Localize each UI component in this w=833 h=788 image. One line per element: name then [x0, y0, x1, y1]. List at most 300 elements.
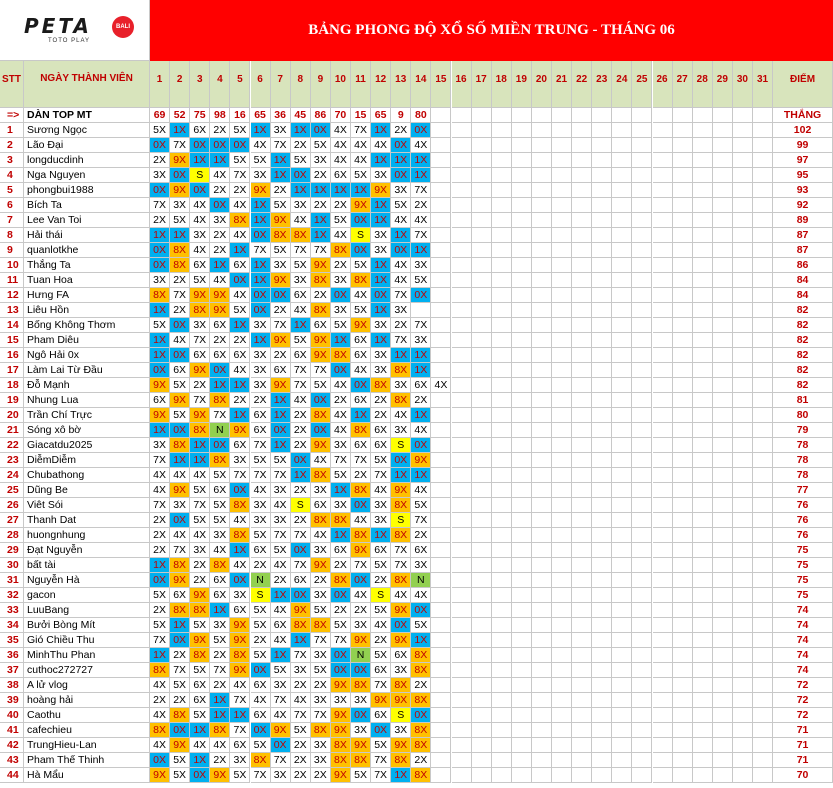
row-day-cell	[452, 423, 472, 438]
row-day-cell: 9X	[331, 678, 351, 693]
row-day-cell	[632, 738, 652, 753]
row-score: 99	[773, 138, 833, 153]
row-day-cell: 5X	[150, 318, 170, 333]
row-day-cell	[653, 498, 673, 513]
row-day-cell: 3X	[351, 723, 371, 738]
row-day-cell: 4X	[311, 528, 331, 543]
row-day-cell	[572, 318, 592, 333]
row-day-cell: 0X	[351, 243, 371, 258]
row-day-cell	[452, 483, 472, 498]
row-day-cell	[492, 528, 512, 543]
row-day-cell: 5X	[371, 738, 391, 753]
row-day-cell	[452, 408, 472, 423]
row-day-cell	[552, 303, 572, 318]
row-day-cell: 5X	[170, 768, 190, 783]
row-day-cell: 1X	[371, 528, 391, 543]
row-day-cell	[411, 303, 431, 318]
row-day-cell	[431, 183, 451, 198]
row-day-cell	[713, 453, 733, 468]
row-day-cell	[612, 588, 632, 603]
row-day-cell	[673, 453, 693, 468]
row-day-cell: 5X	[251, 603, 271, 618]
row-day-cell	[693, 738, 713, 753]
row-day-cell	[733, 378, 753, 393]
row-day-cell: 8X	[190, 423, 210, 438]
row-day-cell	[693, 768, 713, 783]
row-day-cell	[612, 468, 632, 483]
row-score: 74	[773, 618, 833, 633]
row-day-cell: 5X	[210, 633, 230, 648]
header-day-27: 27	[673, 61, 693, 108]
row-day-cell	[472, 573, 492, 588]
row-day-cell	[612, 123, 632, 138]
row-member-name: Bưởi Bòng Mít	[24, 618, 150, 633]
row-day-cell	[693, 348, 713, 363]
row-day-cell: 3X	[371, 228, 391, 243]
row-day-cell: 7X	[351, 558, 371, 573]
row-member-name: hoàng hải	[24, 693, 150, 708]
row-day-cell: 3X	[251, 513, 271, 528]
row-day-cell: 2X	[291, 738, 311, 753]
row-day-cell	[592, 648, 612, 663]
row-day-cell: 3X	[210, 213, 230, 228]
row-day-cell: 7X	[291, 528, 311, 543]
row-day-cell	[552, 393, 572, 408]
row-stt: 44	[0, 768, 24, 783]
row-day-cell	[532, 288, 552, 303]
row-day-cell	[693, 228, 713, 243]
row-day-cell: 0X	[351, 213, 371, 228]
row-day-cell: 3X	[311, 648, 331, 663]
row-day-cell	[472, 363, 492, 378]
row-day-cell	[673, 423, 693, 438]
row-day-cell	[753, 648, 773, 663]
row-day-cell	[653, 603, 673, 618]
row-day-cell: 9X	[271, 723, 291, 738]
row-day-cell	[431, 723, 451, 738]
row-member-name: Nhung Lua	[24, 393, 150, 408]
row-day-cell	[452, 378, 472, 393]
row-day-cell	[552, 753, 572, 768]
row-day-cell: 0X	[351, 708, 371, 723]
row-day-cell	[532, 708, 552, 723]
top-row-value	[492, 108, 512, 123]
row-day-cell	[632, 753, 652, 768]
row-day-cell: 9X	[271, 333, 291, 348]
row-day-cell	[632, 363, 652, 378]
row-day-cell: 4X	[150, 678, 170, 693]
row-day-cell: 0X	[351, 573, 371, 588]
row-day-cell	[713, 708, 733, 723]
row-day-cell	[693, 333, 713, 348]
row-day-cell: 3X	[371, 513, 391, 528]
row-day-cell: 9X	[170, 573, 190, 588]
row-day-cell	[673, 258, 693, 273]
row-day-cell	[532, 753, 552, 768]
row-day-cell: 5X	[150, 123, 170, 138]
row-day-cell	[713, 543, 733, 558]
row-day-cell: 1X	[251, 213, 271, 228]
row-member-name: Bích Ta	[24, 198, 150, 213]
row-member-name: DiễmDiễm	[24, 453, 150, 468]
row-day-cell	[713, 528, 733, 543]
row-day-cell	[673, 288, 693, 303]
row-day-cell	[492, 183, 512, 198]
header-day-22: 22	[572, 61, 592, 108]
top-row-value	[632, 108, 652, 123]
top-row-value: 75	[190, 108, 210, 123]
header-day-29: 29	[713, 61, 733, 108]
row-day-cell: 8X	[230, 213, 250, 228]
row-member-name: Sóng xô bờ	[24, 423, 150, 438]
row-day-cell: 3X	[411, 258, 431, 273]
row-day-cell	[552, 273, 572, 288]
row-day-cell	[431, 768, 451, 783]
row-day-cell	[431, 438, 451, 453]
row-day-cell: 6X	[251, 678, 271, 693]
row-day-cell: 5X	[190, 618, 210, 633]
row-day-cell	[452, 738, 472, 753]
row-day-cell: 1X	[351, 408, 371, 423]
row-day-cell	[492, 753, 512, 768]
row-day-cell: 6X	[230, 258, 250, 273]
row-day-cell	[572, 378, 592, 393]
row-day-cell	[532, 723, 552, 738]
row-day-cell: 0X	[170, 348, 190, 363]
row-day-cell: 5X	[351, 168, 371, 183]
row-score: 72	[773, 678, 833, 693]
row-day-cell	[431, 408, 451, 423]
row-day-cell: 1X	[331, 333, 351, 348]
row-day-cell: 2X	[150, 543, 170, 558]
row-day-cell	[632, 723, 652, 738]
row-day-cell	[431, 603, 451, 618]
row-day-cell: 7X	[150, 453, 170, 468]
row-day-cell: N	[210, 423, 230, 438]
row-day-cell: 0X	[331, 363, 351, 378]
row-day-cell	[653, 243, 673, 258]
row-day-cell: 0X	[291, 168, 311, 183]
row-day-cell: 9X	[190, 288, 210, 303]
row-day-cell: 2X	[230, 333, 250, 348]
row-day-cell: 4X	[331, 153, 351, 168]
row-day-cell	[632, 528, 652, 543]
row-day-cell	[552, 678, 572, 693]
row-day-cell: 2X	[210, 333, 230, 348]
row-day-cell	[492, 438, 512, 453]
row-day-cell	[532, 738, 552, 753]
row-stt: 42	[0, 738, 24, 753]
row-day-cell: 7X	[371, 753, 391, 768]
row-day-cell: 5X	[230, 153, 250, 168]
row-day-cell	[572, 618, 592, 633]
row-day-cell: 0X	[391, 453, 411, 468]
row-day-cell: 3X	[210, 528, 230, 543]
row-day-cell: 2X	[210, 183, 230, 198]
row-member-name: Chubathong	[24, 468, 150, 483]
top-row-value	[472, 108, 492, 123]
row-day-cell	[612, 333, 632, 348]
row-day-cell: 9X	[170, 393, 190, 408]
row-day-cell: 9X	[351, 543, 371, 558]
row-day-cell	[572, 558, 592, 573]
row-day-cell: 7X	[251, 243, 271, 258]
row-day-cell: 0X	[331, 588, 351, 603]
row-day-cell: 9X	[190, 363, 210, 378]
row-day-cell	[733, 303, 753, 318]
row-day-cell	[653, 483, 673, 498]
row-day-cell	[592, 303, 612, 318]
row-day-cell	[572, 663, 592, 678]
row-day-cell: 2X	[210, 243, 230, 258]
row-day-cell	[532, 438, 552, 453]
row-day-cell: 9X	[190, 408, 210, 423]
top-row-value	[532, 108, 552, 123]
row-day-cell	[572, 438, 592, 453]
row-day-cell: 8X	[331, 348, 351, 363]
row-day-cell	[673, 633, 693, 648]
row-day-cell: 1X	[271, 408, 291, 423]
row-day-cell: 4X	[331, 123, 351, 138]
row-day-cell	[532, 678, 552, 693]
row-day-cell	[592, 348, 612, 363]
row-day-cell	[532, 648, 552, 663]
row-day-cell: 0X	[351, 378, 371, 393]
row-day-cell: 2X	[411, 198, 431, 213]
header-stt: STT	[0, 61, 24, 108]
row-day-cell	[572, 588, 592, 603]
row-day-cell	[472, 633, 492, 648]
row-day-cell	[552, 543, 572, 558]
row-day-cell	[532, 513, 552, 528]
row-day-cell: 8X	[411, 738, 431, 753]
row-day-cell	[693, 288, 713, 303]
row-day-cell: 6X	[391, 648, 411, 663]
row-day-cell	[552, 573, 572, 588]
row-day-cell: 6X	[271, 618, 291, 633]
row-member-name: Thanh Dat	[24, 513, 150, 528]
row-day-cell	[693, 618, 713, 633]
row-day-cell: 1X	[170, 123, 190, 138]
row-day-cell: 7X	[230, 693, 250, 708]
row-day-cell: 7X	[190, 498, 210, 513]
page-title: BẢNG PHONG ĐỘ XỔ SỐ MIỀN TRUNG - THÁNG 06	[150, 0, 833, 61]
row-day-cell	[653, 723, 673, 738]
row-day-cell	[552, 408, 572, 423]
row-day-cell	[431, 708, 451, 723]
row-day-cell	[753, 393, 773, 408]
row-stt: 37	[0, 663, 24, 678]
row-day-cell: 4X	[230, 198, 250, 213]
row-day-cell: 4X	[391, 588, 411, 603]
row-day-cell: 1X	[210, 153, 230, 168]
row-day-cell: 5X	[190, 663, 210, 678]
row-day-cell: 7X	[291, 378, 311, 393]
row-day-cell	[592, 483, 612, 498]
row-day-cell: 2X	[291, 423, 311, 438]
row-day-cell	[653, 153, 673, 168]
row-day-cell	[572, 138, 592, 153]
header-day-21: 21	[552, 61, 572, 108]
row-day-cell	[713, 633, 733, 648]
row-day-cell: 4X	[391, 273, 411, 288]
row-day-cell: 3X	[371, 168, 391, 183]
row-day-cell: 6X	[190, 123, 210, 138]
row-day-cell: 2X	[170, 303, 190, 318]
top-row-value	[512, 108, 532, 123]
row-day-cell	[592, 168, 612, 183]
row-day-cell	[492, 573, 512, 588]
row-day-cell: 1X	[271, 393, 291, 408]
row-day-cell	[693, 423, 713, 438]
row-score: 102	[773, 123, 833, 138]
row-day-cell	[592, 213, 612, 228]
row-day-cell	[693, 153, 713, 168]
row-day-cell: 1X	[230, 708, 250, 723]
row-score: 76	[773, 513, 833, 528]
row-day-cell	[693, 678, 713, 693]
row-day-cell: 0X	[411, 708, 431, 723]
row-score: 87	[773, 228, 833, 243]
row-day-cell	[733, 708, 753, 723]
row-member-name: Nga Nguyen	[24, 168, 150, 183]
row-score: 93	[773, 183, 833, 198]
row-day-cell	[753, 573, 773, 588]
row-member-name: huongnhung	[24, 528, 150, 543]
row-day-cell: 4X	[351, 363, 371, 378]
row-day-cell	[713, 153, 733, 168]
row-day-cell	[753, 423, 773, 438]
row-day-cell	[713, 513, 733, 528]
row-day-cell: 5X	[311, 663, 331, 678]
row-day-cell: 4X	[150, 483, 170, 498]
row-day-cell: 5X	[150, 588, 170, 603]
row-day-cell	[713, 618, 733, 633]
row-day-cell	[552, 333, 572, 348]
row-day-cell	[431, 243, 451, 258]
row-day-cell	[673, 558, 693, 573]
row-day-cell	[532, 258, 552, 273]
row-day-cell: 2X	[190, 378, 210, 393]
header-day-10: 10	[331, 61, 351, 108]
row-day-cell	[552, 528, 572, 543]
header-score: ĐIỂM	[773, 61, 833, 108]
row-day-cell: 0X	[371, 723, 391, 738]
row-score: 78	[773, 438, 833, 453]
row-day-cell	[492, 153, 512, 168]
row-stt: 27	[0, 513, 24, 528]
row-day-cell: 8X	[331, 753, 351, 768]
row-day-cell: 8X	[411, 768, 431, 783]
row-stt: 17	[0, 363, 24, 378]
row-day-cell	[632, 243, 652, 258]
row-day-cell: 0X	[170, 633, 190, 648]
row-day-cell	[653, 738, 673, 753]
row-day-cell: 0X	[150, 138, 170, 153]
row-day-cell: 0X	[411, 603, 431, 618]
row-day-cell: 9X	[150, 768, 170, 783]
row-day-cell	[472, 618, 492, 633]
header-day-2: 2	[170, 61, 190, 108]
row-day-cell	[472, 318, 492, 333]
row-day-cell	[632, 693, 652, 708]
row-day-cell	[753, 738, 773, 753]
row-day-cell	[632, 303, 652, 318]
row-day-cell	[431, 663, 451, 678]
row-day-cell: 0X	[311, 423, 331, 438]
row-day-cell	[492, 333, 512, 348]
row-day-cell	[472, 303, 492, 318]
row-day-cell: 0X	[210, 198, 230, 213]
row-day-cell: 4X	[371, 618, 391, 633]
row-day-cell	[713, 228, 733, 243]
row-day-cell	[532, 333, 552, 348]
row-day-cell	[452, 753, 472, 768]
row-day-cell: 0X	[291, 588, 311, 603]
row-day-cell: 9X	[311, 348, 331, 363]
row-day-cell: 3X	[371, 363, 391, 378]
row-day-cell	[431, 678, 451, 693]
row-day-cell: 0X	[411, 438, 431, 453]
row-day-cell	[532, 393, 552, 408]
row-day-cell: 7X	[371, 678, 391, 693]
row-day-cell: 0X	[170, 723, 190, 738]
row-day-cell: 0X	[331, 648, 351, 663]
row-day-cell	[431, 198, 451, 213]
row-day-cell: 1X	[391, 228, 411, 243]
row-day-cell	[431, 468, 451, 483]
row-day-cell: 1X	[371, 303, 391, 318]
row-day-cell: 4X	[271, 633, 291, 648]
row-day-cell	[452, 288, 472, 303]
row-day-cell: 4X	[351, 588, 371, 603]
row-day-cell	[472, 603, 492, 618]
row-day-cell	[452, 348, 472, 363]
row-day-cell: 6X	[371, 438, 391, 453]
row-day-cell	[572, 573, 592, 588]
row-day-cell	[673, 753, 693, 768]
row-day-cell: 2X	[311, 573, 331, 588]
top-row-value: 86	[311, 108, 331, 123]
row-day-cell	[592, 333, 612, 348]
row-day-cell	[452, 303, 472, 318]
row-day-cell	[452, 258, 472, 273]
row-day-cell: N	[351, 648, 371, 663]
row-day-cell	[452, 678, 472, 693]
row-member-name: Trần Chí Trực	[24, 408, 150, 423]
row-day-cell	[753, 543, 773, 558]
row-day-cell	[673, 303, 693, 318]
row-member-name: LuuBang	[24, 603, 150, 618]
row-stt: 15	[0, 333, 24, 348]
row-day-cell: 3X	[271, 768, 291, 783]
row-day-cell	[532, 303, 552, 318]
row-day-cell: 0X	[251, 723, 271, 738]
header-day-23: 23	[592, 61, 612, 108]
row-day-cell	[512, 693, 532, 708]
row-day-cell: 2X	[210, 228, 230, 243]
row-day-cell: 8X	[271, 228, 291, 243]
row-stt: 23	[0, 453, 24, 468]
row-day-cell: 0X	[271, 288, 291, 303]
header-day-6: 6	[251, 61, 271, 108]
row-day-cell	[492, 258, 512, 273]
top-row-value: 65	[251, 108, 271, 123]
row-day-cell	[653, 288, 673, 303]
row-day-cell: 6X	[271, 363, 291, 378]
row-day-cell	[532, 603, 552, 618]
row-day-cell	[492, 348, 512, 363]
